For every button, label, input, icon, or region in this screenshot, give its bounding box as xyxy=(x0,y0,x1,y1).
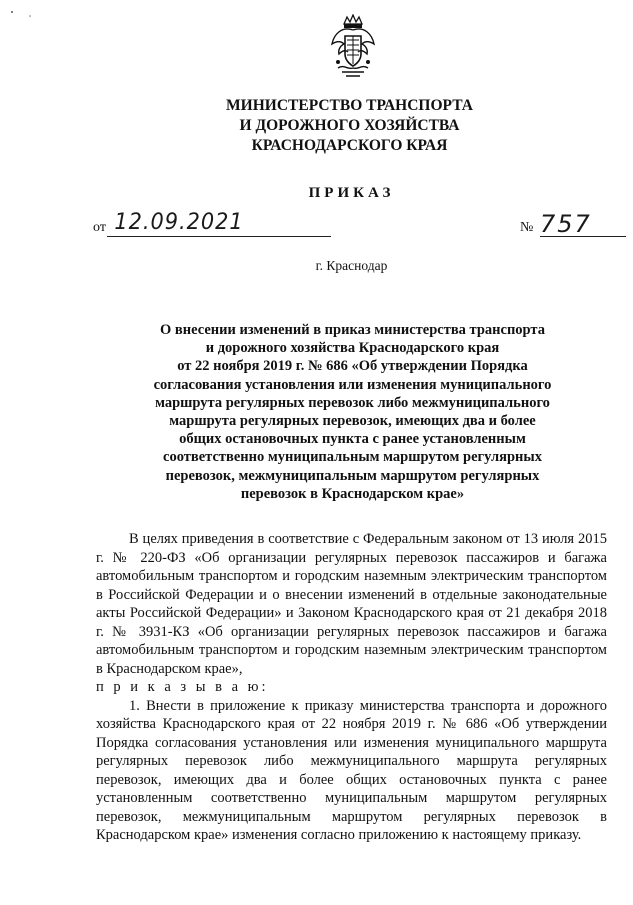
date-prefix: от xyxy=(93,220,106,235)
ministry-name xyxy=(0,96,633,156)
heading-line-5: маршрута регулярных перевозок либо межмуниципального xyxy=(155,394,550,411)
heading-line-7: общих остановочных пункта с ранее установленным xyxy=(179,431,526,448)
city-name: г. Краснодар xyxy=(315,258,388,273)
number-prefix: № xyxy=(520,220,534,235)
heading-line-4: согласования установления или изменения муниципального xyxy=(153,376,552,393)
order-title xyxy=(0,185,633,202)
city-line xyxy=(0,258,633,274)
heading-line-8: соответственно муниципальным маршрутом регулярных xyxy=(163,449,542,466)
handwritten-date: 12.09.2021 xyxy=(114,210,244,235)
ministry-line-1: МИНИСТЕРСТВО ТРАНСПОРТА xyxy=(226,97,473,114)
handwritten-number: 757 xyxy=(540,210,592,238)
heading-line-1: О внесении изменений в приказ министерства транспорта xyxy=(160,322,545,338)
ministry-line-2: И ДОРОЖНОГО ХОЗЯЙСТВА xyxy=(239,117,460,134)
heading-line-6: маршрута регулярных перевозок, имеющих два и более xyxy=(169,413,536,430)
date-underline xyxy=(107,236,331,237)
coat-of-arms-emblem-icon xyxy=(330,14,376,80)
order-body xyxy=(96,530,607,845)
ministry-line-3: КРАСНОДАРСКОГО КРАЯ xyxy=(251,137,448,154)
number-underline xyxy=(540,236,626,237)
heading-line-3: от 22 ноября 2019 г. № 686 «Об утверждении Порядка xyxy=(177,358,528,375)
heading-line-9: перевозок, межмуниципальным маршрутом регулярных xyxy=(165,467,540,484)
scan-speck-mark xyxy=(8,8,48,18)
heading-line-2: и дорожного хозяйства Краснодарского края xyxy=(205,340,500,357)
order-directive-word: п р и к а з ы в а ю: xyxy=(96,679,269,695)
preamble-paragraph: В целях приведения в соответствие с Федеральным законом от 13 июля 2015 г. № 220-ФЗ «Об организации регулярных перевозок пассажиров и багажа автомобильным транспортом и городским наземным электрическим транспортом в Российской Федерации и о внесении изменений в отдельные законодательные акты Российской Федерации» и Законом Краснодарского края от 21 декабря 2018 г. № 3931-КЗ «Об организации регулярных перевозок пассажиров и багажа автомобильным транспортом и городским наземным электрическим транспортом в Краснодарском крае», xyxy=(96,531,607,677)
order-title-text: ПРИКАЗ xyxy=(308,185,395,201)
order-heading xyxy=(130,321,575,503)
heading-line-10: перевозок в Краснодарском крае» xyxy=(240,485,465,502)
clause-1-paragraph: 1. Внести в приложение к приказу министерства транспорта и дорожного хозяйства Краснодарского края от 22 ноября 2019 г. № 686 «Об утверждении Порядка согласования установления или изменения муниципального маршрута регулярных перевозок либо межмуниципального маршрута регулярных перевозок, имеющих два и более общих остановочных пункта с ранее установленным соответственно муниципальным маршрутом регулярных перевозок, межмуниципальным маршрутом регулярных перевозок в Краснодарском крае» изменения согласно приложению к настоящему приказу. xyxy=(96,697,607,843)
